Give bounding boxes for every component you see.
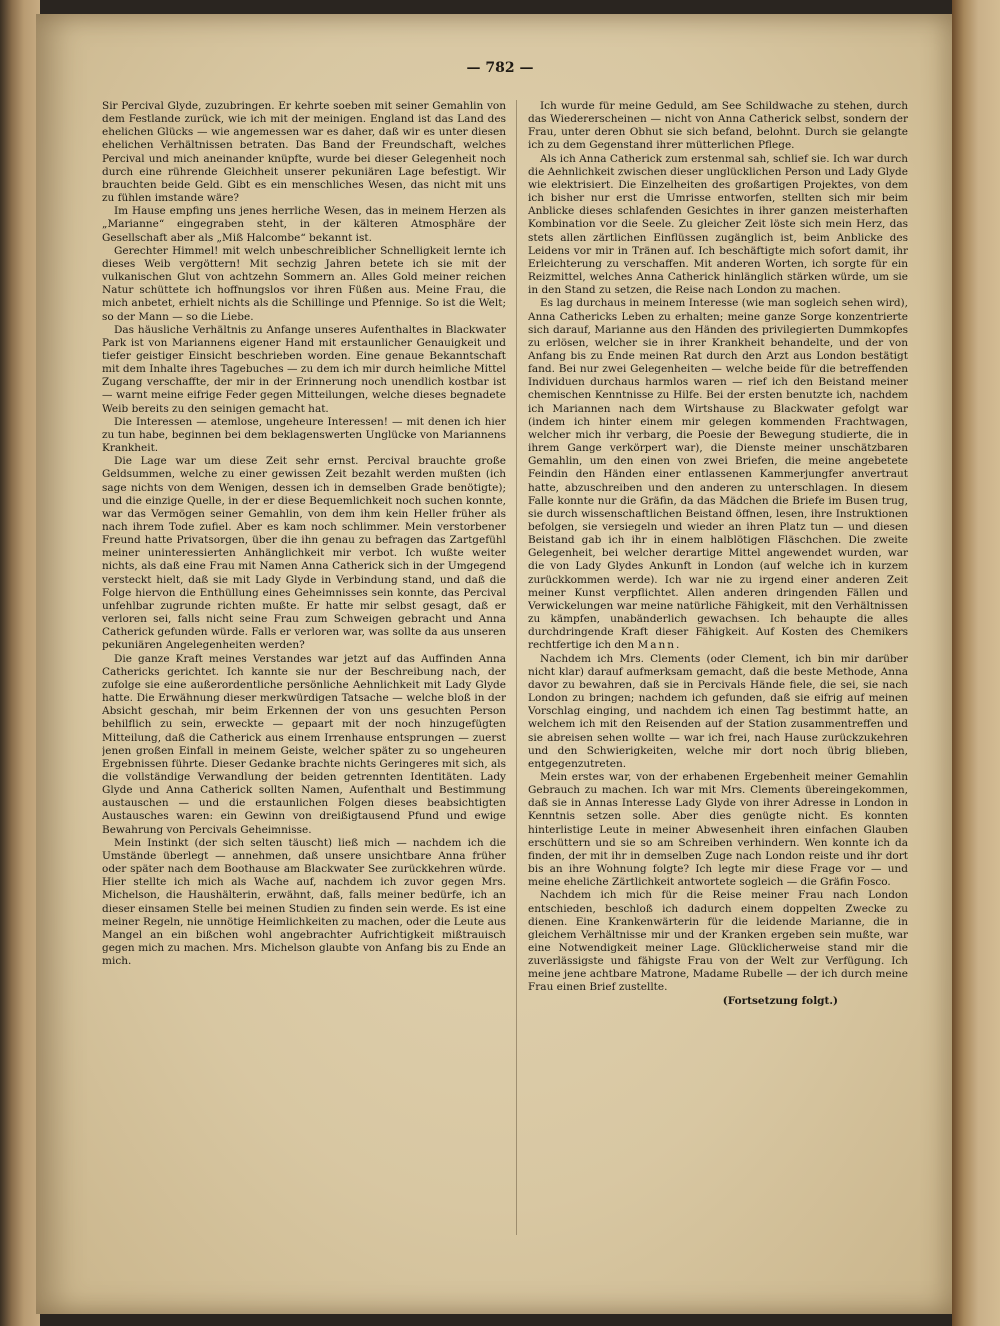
paragraph: Ich wurde für meine Geduld, am See Schildwache zu stehen, durch das Wiedererscheinen — nicht von Anna Catherick selbst, sondern der Frau, unter deren Obhut sie sich befand, belohnt. Durch sie gelangte ich zu dem Gegenstand ihrer mütterlichen Pflege.	[528, 100, 908, 152]
book-edge-left	[0, 0, 40, 1326]
paragraph: Mein Instinkt (der sich selten täuscht) ließ mich — nachdem ich die Umstände überlegt — annehmen, daß unsere unsichtbare Anna früher oder später nach dem Boothause am Blackwater See zurückkehren würde. Hier stellte ich mich als Wache auf, nachdem ich zuvor gegen Mrs. Michelson, die Haushälterin, erwähnt, daß, falls meiner bedürfe, ich an dieser einsamen Stelle bei meinen Studien zu finden sein werde. Es ist eine meiner Regeln, nie unnötige Heimlichkeiten zu machen, oder die Leute aus Mangel an ein bißchen wohl angebrachter Aufrichtigkeit mißtrauisch gegen mich zu machen. Mrs. Michelson glaubte von Anfang bis zu Ende an mich.	[102, 836, 506, 968]
paragraph: Die Lage war um diese Zeit sehr ernst. Percival brauchte große Geldsummen, welche zu einer gewissen Zeit bezahlt werden mußten (ich sage nichts von dem Wenigen, dessen ich in demselben Grade benötigte); und die einzige Quelle, in der er diese Bequemlichkeit noch suchen konnte, war das Vermögen seiner Gemahlin, von dem ihm kein Heller früher als nach ihrem Tode zufiel. Aber es kam noch schlimmer. Mein verstorbener Freund hatte Privatsorgen, über die ihn genau zu befragen das Zartgefühl meiner uninteressierten Anhänglichkeit mir verbot. Ich wußte weiter nichts, als daß eine Frau mit Namen Anna Catherick sich in der Umgegend versteckt hielt, daß sie mit Lady Glyde in Verbindung stand, und daß die Folge hiervon die Enthüllung eines Geheimnisses sein konnte, das Percival unfehlbar zugrunde richten mußte. Er hatte mir selbst gesagt, daß er verloren sei, falls nicht seine Frau zum Schweigen gebracht und Anna Catherick gefunden würde. Falls er verloren war, was sollte da aus unseren pekuniären Angelegenheiten werden?	[102, 455, 506, 652]
paragraph: Als ich Anna Catherick zum erstenmal sah, schlief sie. Ich war durch die Aehnlichkeit zwischen dieser unglücklichen Person und Lady Glyde wie elektrisiert. Die Einzelheiten des großartigen Projektes, von dem ich bisher nur erst die Umrisse entworfen, stellten sich mir beim Anblicke dieses schlafenden Gesichtes in ihrer ganzen meisterhaften Kombination vor die Seele. Zu gleicher Zeit löste sich mein Herz, das stets allen zärtlichen Einflüssen zugänglich ist, beim Anblicke des Leidens vor mir in Tränen auf. Ich beschäftigte mich sofort damit, ihr Erleichterung zu verschaffen. Mit anderen Worten, ich sorgte für ein Reizmittel, welches Anna Catherick hinlänglich stärken würde, um sie in den Stand zu setzen, die Reise nach London zu machen.	[528, 152, 908, 297]
paragraph-text: Es lag durchaus in meinem Interesse (wie man sogleich sehen wird), Anna Cathericks Leben zu erhalten; meine ganze Sorge konzentrierte sich darauf, Marianne aus den Händen des privilegierten Dummkopfes zu erlösen, welcher sie in ihrer Krankheit behandelte, und der von Anfang bis zu Ende meinen Rat durch den Arzt aus London bestätigt fand. Bei nur zwei Gelegenheiten — welche beide für die betreffenden Individuen durchaus harmlos waren — rief ich den Beistand meiner chemischen Kenntnisse zu Hilfe. Bei der ersten benutzte ich, nachdem ich Mariannen nach dem Wirtshause zu Blackwater gefolgt war (indem ich hinter einem mir gelegen kommenden Frachtwagen, welcher mich ihr verbarg, die Poesie der Bewegung studierte, die in ihrem Gange verkörpert war), die Dienste meiner unschätzbaren Gemahlin, um den einen von zwei Briefen, die meine angebetete Feindin den Händen einer entlassenen Kammerjungfer anvertraut hatte, abzuschreiben und den anderen zu unterschlagen. In diesem Falle konnte nur die Gräfin, da das Mädchen die Briefe im Busen trug, sie durch wissenschaftlichen Beistand öffnen, lesen, ihre Instruktionen befolgen, sie versiegeln und wieder an ihren Platz tun — und diesen Beistand gab ich ihr in einem halblötigen Fläschchen. Die zweite Gelegenheit, bei welcher derartige Mittel angewendet wurden, war die von Lady Glydes Ankunft in London (auf welche ich in kurzem zurückkommen werde). Ich war nie zu irgend einer anderen Zeit meiner Kunst verpflichtet. Allen anderen dringenden Fällen und Verwickelungen war meine natürliche Fähigkeit, mit den Verhältnissen zu kämpfen, unabänderlich gewachsen. Ich behaupte die alles durchdringende Kraft dieser Fähigkeit. Auf Kosten des Chemikers rechtfertige ich den	[528, 297, 908, 652]
continued-note: (Fortsetzung folgt.)	[722, 994, 838, 1007]
column-divider	[516, 100, 517, 1235]
paragraph: Im Hause empfing uns jenes herrliche Wesen, das in meinem Herzen als „Marianne“ eingegraben steht, in der kälteren Atmosphäre der Gesellschaft aber als „Miß Halcombe“ bekannt ist.	[102, 205, 506, 244]
paragraph: Das häusliche Verhältnis zu Anfange unseres Aufenthaltes in Blackwater Park ist von Mariannens eigener Hand mit erstaunlicher Genauigkeit und tiefer geistiger Einsicht beschrieben worden. Eine genaue Bekanntschaft mit dem Inhalte ihres Tagebuches — zu dem ich mir durch heimliche Mittel Zugang verschaffte, der mir in der Erinnerung noch unendlich kostbar ist — warnt meine eifrige Feder gegen Mitteilungen, welche dieses begnadete Weib bereits zu den seinigen gemacht hat.	[102, 323, 506, 415]
page-number: — 782 —	[466, 60, 534, 76]
paragraph: Sir Percival Glyde, zuzubringen. Er kehrte soeben mit seiner Gemahlin von dem Festlande zurück, wie ich mit der meinigen. England ist das Land des ehelichen Glücks — wie angemessen war es daher, daß wir es unter diesen ehelichen Verhältnissen betraten. Das Band der Freundschaft, welches Percival und mich aneinander knüpfte, wurde bei dieser Gelegenheit noch durch eine rührende Gleichheit unserer pekuniären Lage befestigt. Wir brauchten beide Geld. Gibt es ein menschliches Wesen, das nicht mit uns zu fühlen imstande wäre?	[102, 100, 506, 205]
paragraph: Nachdem ich mich für die Reise meiner Frau nach London entschieden, beschloß ich dadurch einem doppelten Zwecke zu dienen. Eine Krankenwärterin für die leidende Marianne, die in gleichem Verhältnisse mir und der Kranken ergeben sein mußte, war eine Notwendigkeit meiner Lage. Glücklicherweise stand mir die zuverlässigste und fähigste Frau von der Welt zur Verfügung. Ich meine jene achtbare Matrone, Madame Rubelle — der ich durch meine Frau einen Brief zustellte.	[528, 889, 908, 994]
paragraph: Die Interessen — atemlose, ungeheure Interessen! — mit denen ich hier zu tun habe, beginnen bei dem beklagenswerten Unglücke von Mariannens Krankheit.	[102, 415, 506, 455]
right-text-column	[528, 100, 908, 1220]
paragraph	[528, 297, 908, 652]
paragraph: Gerechter Himmel! mit welch unbeschreiblicher Schnelligkeit lernte ich dieses Weib vergöttern! Mit sechzig Jahren betete ich sie mit der vulkanischen Glut von achtzehn Sommern an. Alles Gold meiner reichen Natur schüttete ich hoffnungslos vor ihren Füßen aus. Meine Frau, die mich anbetet, erhielt nichts als die Schillinge und Pfennige. So ist die Welt; so der Mann — so die Liebe.	[102, 244, 506, 323]
paragraph: Mein erstes war, von der erhabenen Ergebenheit meiner Gemahlin Gebrauch zu machen. Ich war mit Mrs. Clements übereingekommen, daß sie in Annas Interesse Lady Glyde von ihrer Adresse in London in Kenntnis setzen solle. Aber dies genügte nicht. Es konnten hinterlistige Leute in meiner Abwesenheit ihren einfachen Glauben erschüttern und sie so am Schreiben verhindern. Wen konnte ich da finden, der mit ihr in demselben Zuge nach London reiste und ihr dort bis an ihre Wohnung folgte? Ich legte mir diese Frage vor — und meine eheliche Zärtlichkeit antwortete sogleich — die Gräfin Fosco.	[528, 770, 908, 889]
book-edge-right	[952, 0, 1000, 1326]
left-text-column	[102, 100, 506, 1240]
emphasized-word: Mann.	[637, 639, 682, 652]
paragraph: Die ganze Kraft meines Verstandes war jetzt auf das Auffinden Anna Cathericks gerichtet. Ich kannte sie nur der Beschreibung nach, der zufolge sie eine außerordentliche persönliche Aehnlichkeit mit Lady Glyde hatte. Die Erwähnung dieser merkwürdigen Tatsache — welche bloß in der Absicht geschah, mir beim Erkennen der von uns gesuchten Person behilflich zu sein, erweckte — gepaart mit der noch hinzugefügten Mitteilung, daß die Catherick aus einem Irrenhause entsprungen — zuerst jenen großen Einfall in meinem Geiste, welcher später zu so ungeheuren Ergebnissen führte. Dieser Gedanke brachte nichts Geringeres mit sich, als die vollständige Verwandlung der beiden getrennten Identitäten. Lady Glyde und Anna Catherick sollten Namen, Aufenthalt und Bestimmung austauschen — und die erstaunlichen Folgen dieses beabsichtigten Austausches waren: ein Gewinn von dreißigtausend Pfund und ewige Bewahrung von Percivals Geheimnisse.	[102, 652, 506, 836]
paragraph: Nachdem ich Mrs. Clements (oder Clement, ich bin mir darüber nicht klar) darauf aufmerksam gemacht, daß die beste Methode, Anna davor zu bewahren, daß sie in Percivals Hände fiele, die sei, sie nach London zu bringen; nachdem ich gefunden, daß sie eifrig auf meinen Vorschlag einging, und nachdem ich einen Tag bestimmt hatte, an welchem ich mit den Reisenden auf der Station zusammentreffen und sie abreisen sehen wollte — war ich frei, nach Hause zurückzukehren und den Schwierigkeiten, welche mir dort noch übrig blieben, entgegenzutreten.	[528, 652, 908, 770]
